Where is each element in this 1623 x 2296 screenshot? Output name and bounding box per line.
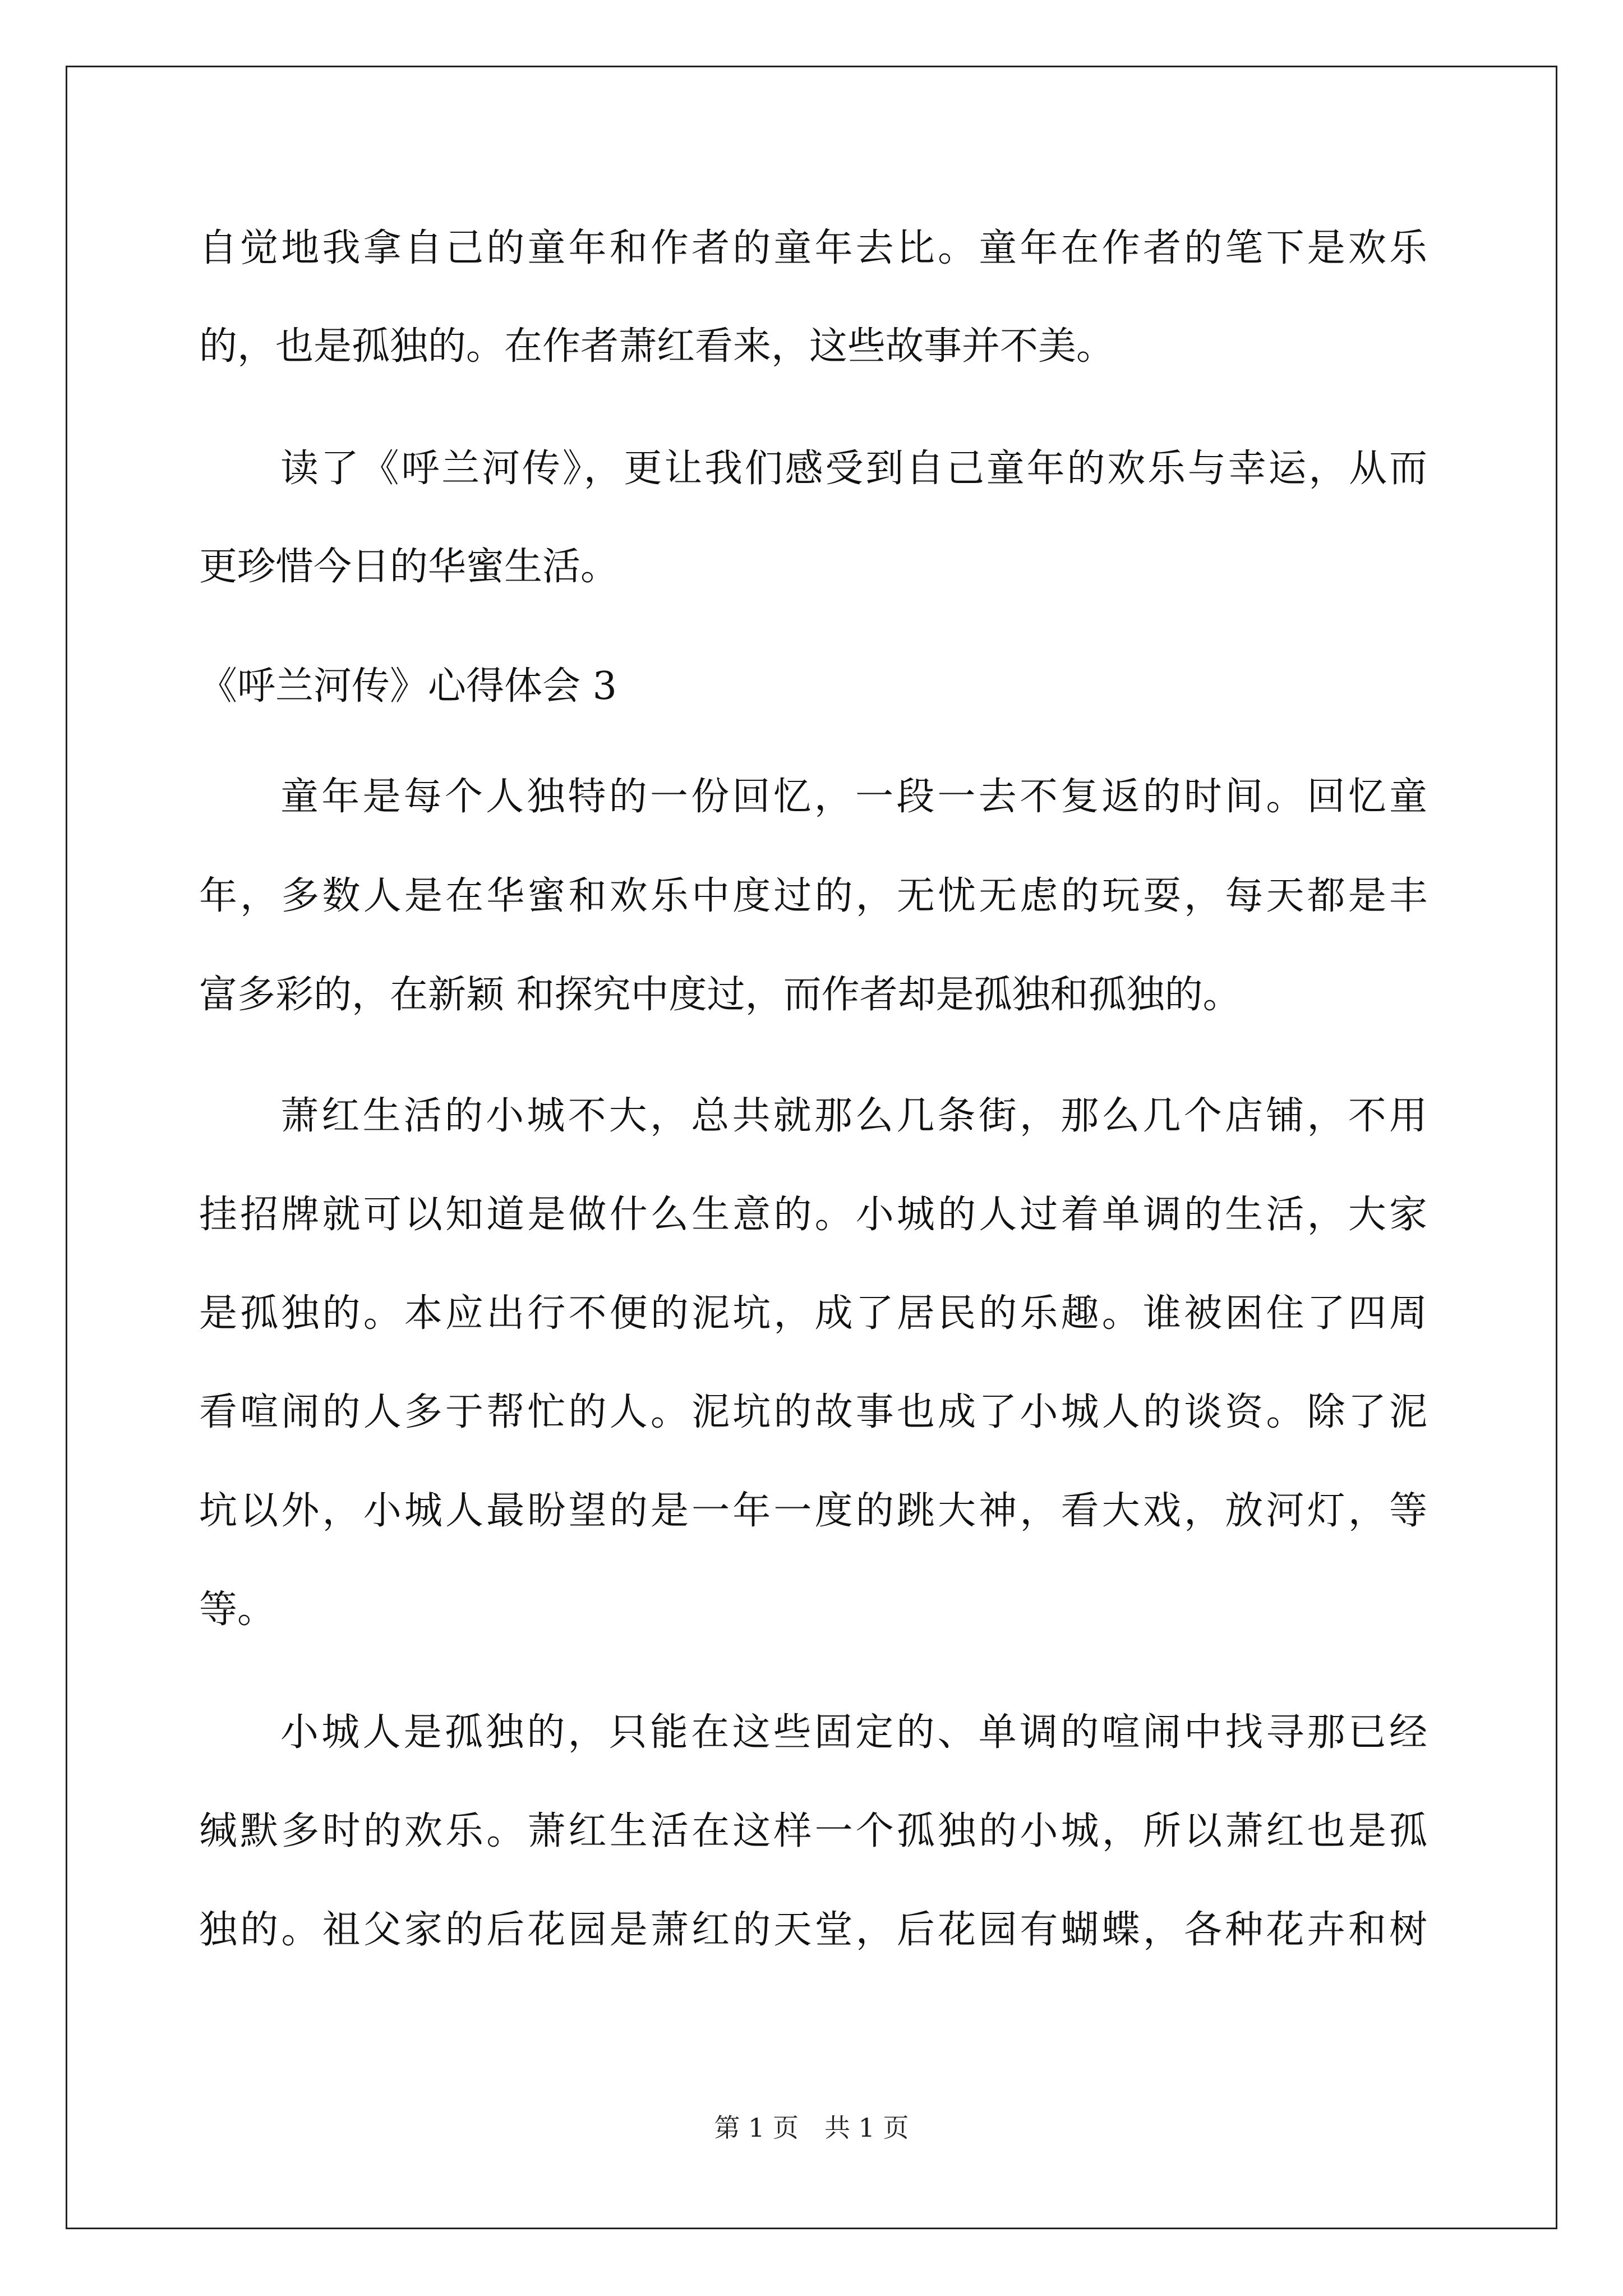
text-line: 更珍惜今日的华蜜生活。 <box>199 545 619 589</box>
paragraph-start-line: 童年是每个人独特的一份回忆，一段一去不复返的时间。回忆童 <box>280 775 1427 819</box>
text-line: 独的。祖父家的后花园是萧红的天堂，后花园有蝴蝶，各种花卉和树 <box>199 1908 1427 1952</box>
text-line: 是孤独的。本应出行不便的泥坑，成了居民的乐趣。谁被困住了四周 <box>199 1291 1427 1336</box>
section-heading: 《呼兰河传》心得体会 3 <box>199 664 617 708</box>
text-line: 年，多数人是在华蜜和欢乐中度过的，无忧无虑的玩耍，每天都是丰 <box>199 874 1427 918</box>
paragraph-start-line: 小城人是孤独的，只能在这些固定的、单调的喧闹中找寻那已经 <box>280 1710 1427 1755</box>
text-line: 看喧闹的人多于帮忙的人。泥坑的故事也成了小城人的谈资。除了泥 <box>199 1390 1427 1434</box>
paragraph-start-line: 读了《呼兰河传》，更让我们感受到自己童年的欢乐与幸运，从而 <box>280 447 1427 491</box>
text-line: 自觉地我拿自己的童年和作者的童年去比。童年在作者的笔下是欢乐 <box>199 226 1427 270</box>
text-line: 等。 <box>199 1588 276 1632</box>
text-line: 的，也是孤独的。在作者萧红看来，这些故事并不美。 <box>199 324 1115 369</box>
page-footer: 第 1 页 共 1 页 <box>714 2113 909 2143</box>
text-line: 富多彩的，在新颖 和探究中度过，而作者却是孤独和孤独的。 <box>199 973 1241 1017</box>
text-line: 缄默多时的欢乐。萧红生活在这样一个孤独的小城，所以萧红也是孤 <box>199 1809 1427 1853</box>
text-line: 坑以外，小城人最盼望的是一年一度的跳大神，看大戏，放河灯，等 <box>199 1489 1427 1533</box>
paragraph-start-line: 萧红生活的小城不大，总共就那么几条街，那么几个店铺，不用 <box>280 1094 1427 1138</box>
text-line: 挂招牌就可以知道是做什么生意的。小城的人过着单调的生活，大家 <box>199 1193 1427 1237</box>
